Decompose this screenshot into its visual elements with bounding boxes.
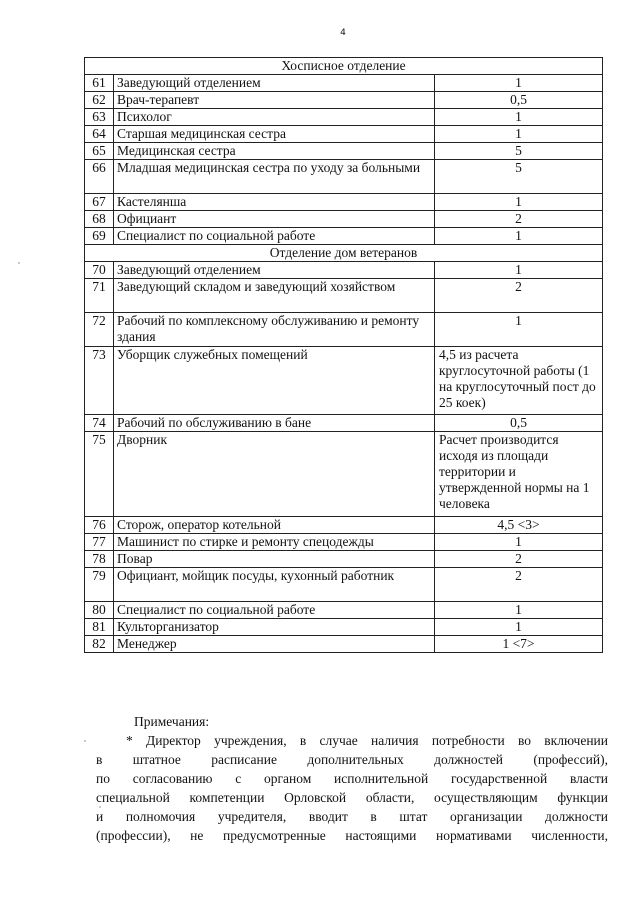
- staff-quantity: 1: [435, 619, 603, 636]
- table-row: [85, 568, 603, 602]
- staff-quantity: 1: [435, 75, 603, 92]
- table-row: [85, 551, 603, 568]
- staff-quantity: 1: [435, 126, 603, 143]
- position-name: Сторож, оператор котельной: [114, 517, 435, 534]
- position-name: Менеджер: [114, 636, 435, 653]
- staff-quantity: 1: [435, 602, 603, 619]
- table-row: [85, 228, 603, 245]
- staff-quantity: 4,5 из расчета круглосуточной работы (1 на круглосуточный пост до 25 коек): [435, 347, 603, 415]
- staff-quantity: 2: [435, 568, 603, 602]
- notes-line: специальной компетенции Орловской области, осуществляющим функции: [96, 790, 608, 805]
- row-number: 82: [85, 636, 114, 653]
- row-number: 70: [85, 262, 114, 279]
- position-name: Заведующий отделением: [114, 75, 435, 92]
- position-name: Медицинская сестра: [114, 143, 435, 160]
- position-name: Старшая медицинская сестра: [114, 126, 435, 143]
- row-number: 81: [85, 619, 114, 636]
- staffing-table: [84, 57, 603, 653]
- row-number: 61: [85, 75, 114, 92]
- row-number: 74: [85, 415, 114, 432]
- row-number: 64: [85, 126, 114, 143]
- row-number: 68: [85, 211, 114, 228]
- table-row: [85, 75, 603, 92]
- position-name: Повар: [114, 551, 435, 568]
- table-row: [85, 211, 603, 228]
- position-name: Рабочий по обслуживанию в бане: [114, 415, 435, 432]
- table-row: [85, 517, 603, 534]
- row-number: 65: [85, 143, 114, 160]
- staff-quantity: 2: [435, 279, 603, 313]
- table-row: [85, 347, 603, 415]
- position-name: Врач-терапевт: [114, 92, 435, 109]
- staff-quantity: 1: [435, 534, 603, 551]
- position-name: Заведующий складом и заведующий хозяйством: [114, 279, 435, 313]
- position-name: Официант, мойщик посуды, кухонный работник: [114, 568, 435, 602]
- staff-quantity: 2: [435, 551, 603, 568]
- row-number: 71: [85, 279, 114, 313]
- staff-quantity: Расчет производится исходя из площади территории и утвержденной нормы на 1 человека: [435, 432, 603, 517]
- position-name: Кастелянша: [114, 194, 435, 211]
- row-number: 76: [85, 517, 114, 534]
- table-row: [85, 279, 603, 313]
- position-name: Специалист по социальной работе: [114, 228, 435, 245]
- position-name: Заведующий отделением: [114, 262, 435, 279]
- table-row: [85, 534, 603, 551]
- staff-quantity: 5: [435, 143, 603, 160]
- staff-quantity: 2: [435, 211, 603, 228]
- row-number: 69: [85, 228, 114, 245]
- position-name: Психолог: [114, 109, 435, 126]
- position-name: Младшая медицинская сестра по уходу за больными: [114, 160, 435, 194]
- staff-quantity: 1: [435, 313, 603, 347]
- table-row: [85, 313, 603, 347]
- notes-line: и полномочия учредителя, вводит в штат организации должности: [96, 809, 608, 824]
- section-header: [85, 58, 603, 75]
- table-row: [85, 109, 603, 126]
- table-row: [85, 262, 603, 279]
- table-row: [85, 619, 603, 636]
- staff-quantity: 1 <7>: [435, 636, 603, 653]
- scan-speck: [18, 262, 20, 264]
- row-number: 75: [85, 432, 114, 517]
- row-number: 77: [85, 534, 114, 551]
- table-row: [85, 126, 603, 143]
- position-name: Машинист по стирке и ремонту спецодежды: [114, 534, 435, 551]
- table-row: [85, 160, 603, 194]
- section-header: [85, 245, 603, 262]
- notes-line: (профессии), не предусмотренные настоящими нормативами численности,: [96, 828, 608, 843]
- row-number: 78: [85, 551, 114, 568]
- notes-block: [96, 712, 608, 845]
- table-row: [85, 432, 603, 517]
- position-name: Специалист по социальной работе: [114, 602, 435, 619]
- staff-quantity: 5: [435, 160, 603, 194]
- staff-quantity: 0,5: [435, 92, 603, 109]
- notes-line: в штатное расписание дополнительных должностей (профессий),: [96, 752, 608, 767]
- position-name: Уборщик служебных помещений: [114, 347, 435, 415]
- staff-quantity: 4,5 <3>: [435, 517, 603, 534]
- row-number: 63: [85, 109, 114, 126]
- row-number: 67: [85, 194, 114, 211]
- row-number: 79: [85, 568, 114, 602]
- table-row: [85, 194, 603, 211]
- position-name: Рабочий по комплексному обслуживанию и ремонту здания: [114, 313, 435, 347]
- scan-speck: [99, 806, 101, 808]
- section-title: Хосписное отделение: [85, 58, 603, 75]
- staff-quantity: 1: [435, 228, 603, 245]
- table-row: [85, 602, 603, 619]
- row-number: 62: [85, 92, 114, 109]
- staff-quantity: 1: [435, 194, 603, 211]
- position-name: Дворник: [114, 432, 435, 517]
- row-number: 73: [85, 347, 114, 415]
- table-row: [85, 92, 603, 109]
- row-number: 80: [85, 602, 114, 619]
- row-number: 72: [85, 313, 114, 347]
- notes-title: Примечания:: [134, 714, 210, 729]
- staff-quantity: 0,5: [435, 415, 603, 432]
- staff-quantity: 1: [435, 109, 603, 126]
- scan-speck: [84, 740, 86, 742]
- table-row: [85, 415, 603, 432]
- notes-line: * Директор учреждения, в случае наличия потребности во включении: [126, 733, 608, 748]
- table-row: [85, 636, 603, 653]
- position-name: Культорганизатор: [114, 619, 435, 636]
- section-title: Отделение дом ветеранов: [85, 245, 603, 262]
- row-number: 66: [85, 160, 114, 194]
- table-row: [85, 143, 603, 160]
- notes-line: по согласованию с органом исполнительной государственной власти: [96, 771, 608, 786]
- staff-quantity: 1: [435, 262, 603, 279]
- page-number: 4: [340, 28, 346, 38]
- position-name: Официант: [114, 211, 435, 228]
